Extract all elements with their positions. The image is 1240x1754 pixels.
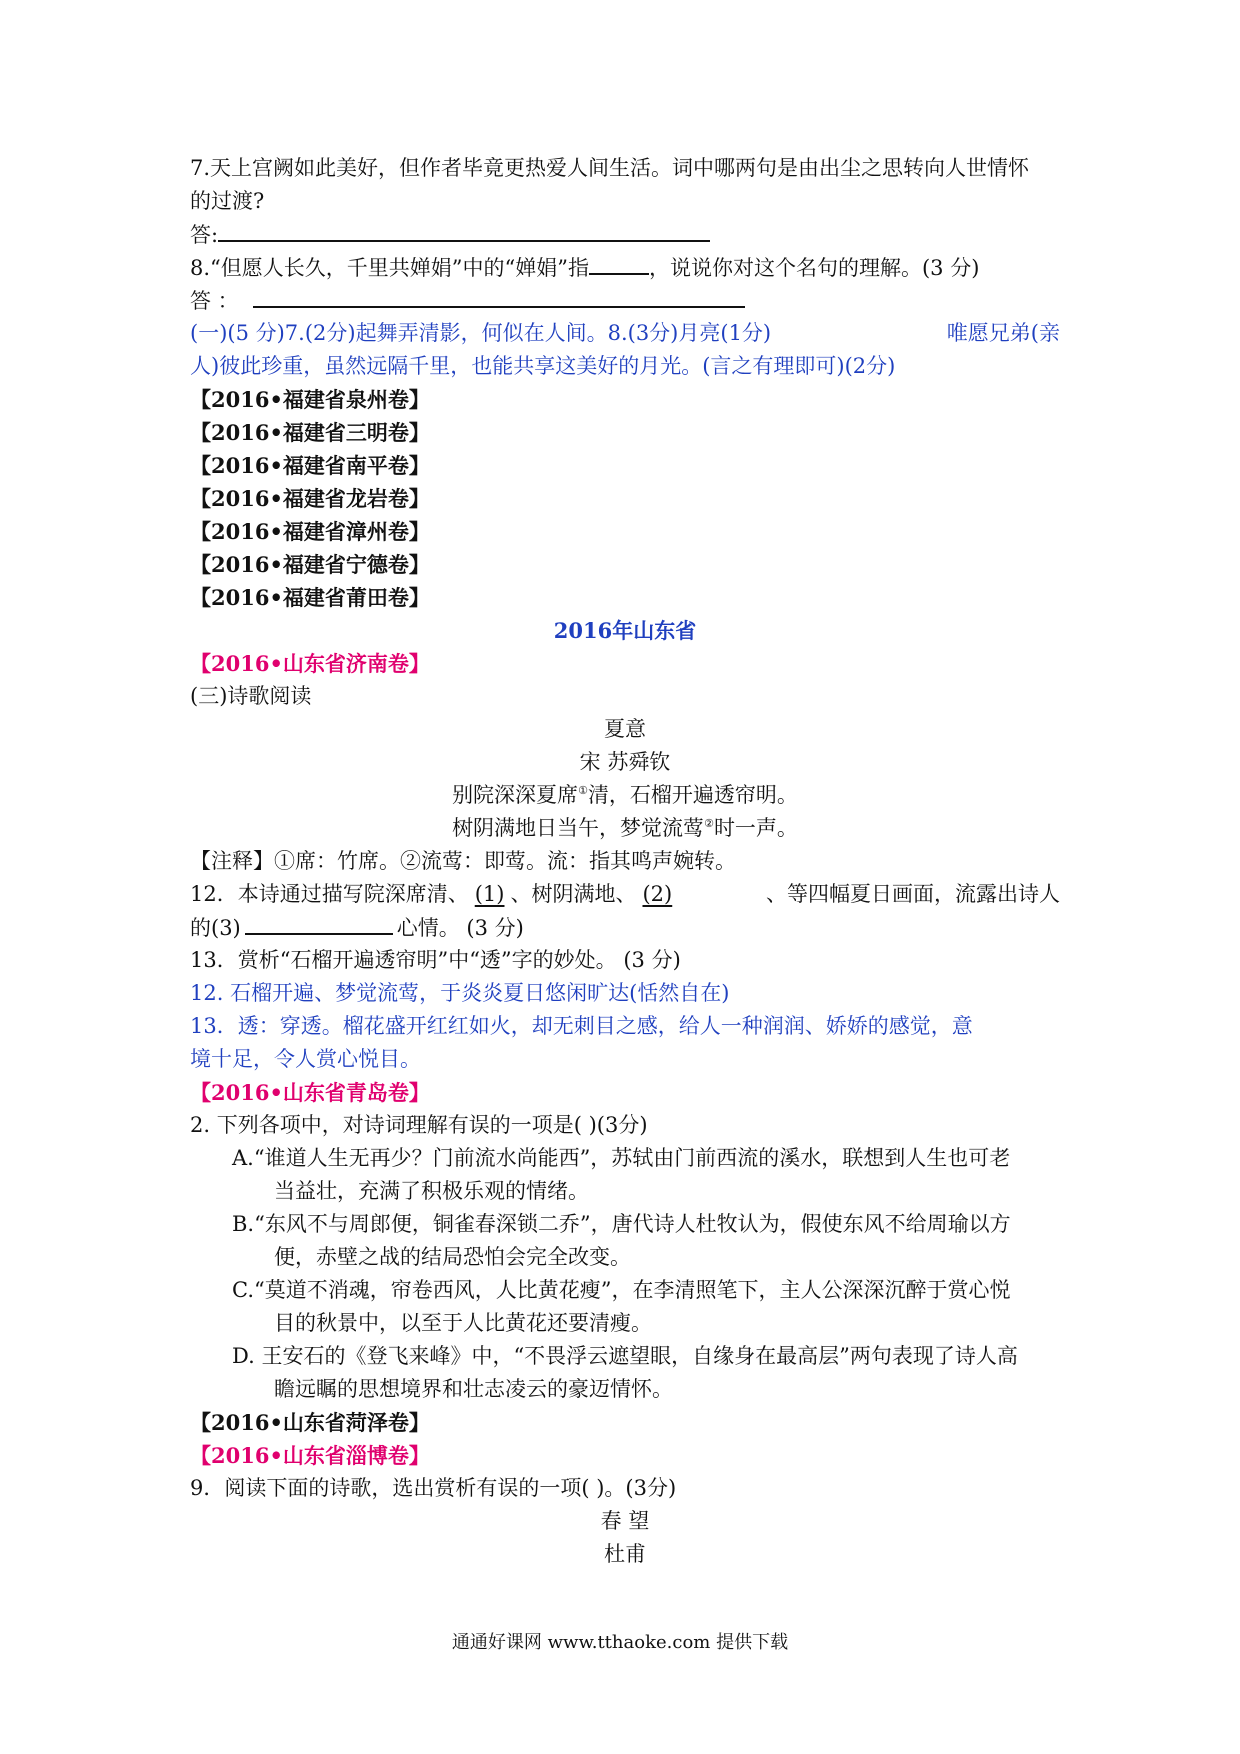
page-footer: 通通好课网 www.tthaoke.com 提供下载 [451,1632,789,1653]
q8-fill-blank[interactable] [589,251,649,275]
q7-answer-line: 答: [190,218,1060,251]
zibo-q9: 9．阅读下面的诗歌，选出赏析有误的一项( )。(3分) [190,1476,677,1500]
option-d-line2: 瞻远瞩的思想境界和壮志凌云的豪迈情怀。 [274,1377,673,1401]
q7-line2: 的过渡? [190,189,265,213]
zibo-header: 【2016•山东省淄博卷】 [190,1443,430,1468]
fujian-header-nanping: 【2016•福建省南平卷】 [190,453,430,478]
q8-answer-line: 答 ： [190,284,1060,317]
answer-13-line1: 13．透：穿透。榴花盛开红红如火，却无刺目之感，给人一种润润、娇娇的感觉，意 [190,1014,973,1038]
poem-note: 【注释】①席：竹席。②流莺：即莺。流：指其鸣声婉转。 [190,849,736,873]
qingdao-q2: 2. 下列各项中，对诗词理解有误的一项是( )(3分) [190,1113,648,1137]
fujian-header-ningde: 【2016•福建省宁德卷】 [190,552,430,577]
poem-line-1: 别院深深夏席①清，石榴开遍透帘明。 [452,783,798,807]
poem-title-chunwang: 春 望 [600,1509,650,1533]
option-a-line2: 当益壮，充满了积极乐观的情绪。 [274,1179,589,1203]
document-content [190,152,1060,1571]
answer-13-line2: 境十足，令人赏心悦目。 [190,1047,421,1071]
q7-answer-blank[interactable] [218,218,710,242]
poem-title-xiayi: 夏意 [604,717,646,741]
q12-blank-2[interactable]: (2) [642,882,673,906]
q12-line1: 12．本诗通过描写院深席清、 (1) 、树阴满地、 (2) 、等四幅夏日画面，流露出诗人 [190,882,1060,906]
jinan-header: 【2016•山东省济南卷】 [190,651,430,676]
option-b-line2: 便，赤壁之战的结局恐怕会完全改变。 [274,1245,631,1269]
fujian-header-sanming: 【2016•福建省三明卷】 [190,420,430,445]
option-a-line1[interactable]: A.“谁道人生无再少？门前流水尚能西”，苏轼由门前西流的溪水，联想到人生也可老 [232,1146,1011,1170]
fujian-header-longyan: 【2016•福建省龙岩卷】 [190,486,430,511]
q12-line2: 的(3) 心情。 (3 分) [190,911,1060,944]
answer-1-line1: (一)(5 分)7.(2分)起舞弄清影，何似在人间。8.(3分)月亮(1分) 唯愿兄弟(亲 [190,321,1060,345]
q8-line: 8.“但愿人长久，千里共婵娟”中的“婵娟”指 ，说说你对这个名句的理解。(3 分) [190,251,1060,284]
heze-header: 【2016•山东省菏泽卷】 [190,1410,430,1435]
poem-author-chunwang: 杜甫 [604,1542,646,1566]
section-title: 2016年山东省 [553,618,697,643]
q13-line: 13．赏析“石榴开遍透帘明”中“透”字的妙处。 (3 分) [190,948,681,972]
poem-line-2: 树阴满地日当午，梦觉流莺②时一声。 [452,816,798,840]
fujian-header-putian: 【2016•福建省莆田卷】 [190,585,430,610]
poem-author-xiayi: 宋 苏舜钦 [579,750,671,774]
option-c-line2: 目的秋景中，以至于人比黄花还要清瘦。 [274,1311,652,1335]
q7-line1: 7.天上宫阙如此美好，但作者毕竟更热爱人间生活。词中哪两句是由出尘之思转向人世情怀 [190,156,1030,180]
answer-1-line2: 人)彼此珍重，虽然远隔千里，也能共享这美好的月光。(言之有理即可)(2分) [190,354,896,378]
q12-blank-1[interactable]: (1) [474,882,505,906]
option-c-line1[interactable]: C.“莫道不消魂，帘卷西风，人比黄花瘦”，在李清照笔下，主人公深深沉醉于赏心悦 [232,1278,1011,1302]
q8-answer-blank[interactable] [253,284,745,308]
jinan-subsection: (三)诗歌阅读 [190,684,312,708]
footnote-mark-1: ① [578,784,588,797]
option-b-line1[interactable]: B.“东风不与周郎便，铜雀春深锁二乔”，唐代诗人杜牧认为，假使东风不给周瑜以方 [232,1212,1011,1236]
q12-blank-3[interactable] [245,911,393,935]
answer-12: 12. 石榴开遍、梦觉流莺，于炎炎夏日悠闲旷达(恬然自在) [190,981,730,1005]
option-d-line1[interactable]: D. 王安石的《登飞来峰》中，“不畏浮云遮望眼，自缘身在最高层”两句表现了诗人高 [232,1344,1018,1368]
qingdao-header: 【2016•山东省青岛卷】 [190,1080,430,1105]
fujian-header-quanzhou: 【2016•福建省泉州卷】 [190,387,430,412]
fujian-header-zhangzhou: 【2016•福建省漳州卷】 [190,519,430,544]
footnote-mark-2: ② [704,817,714,830]
